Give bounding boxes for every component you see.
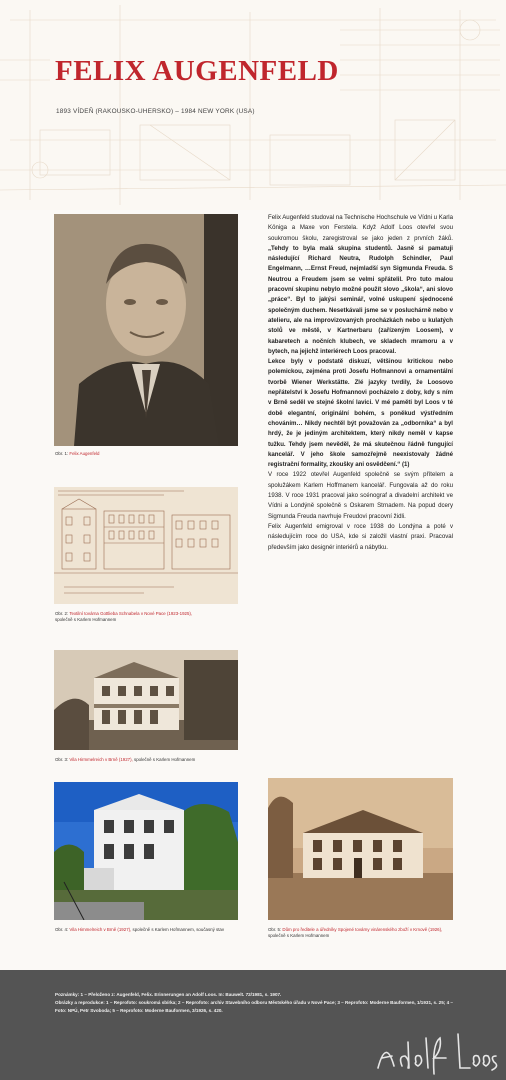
figure-5-caption: Obr. 5: Dům pro ředitele a úředníky Spojené továrny vinárenského zboží v Krnově (1926), společně s Karlem Hofmannem <box>268 927 443 938</box>
footer-notes-text: Poznámky: 1 – Přeloženo z: Augenfeld, Felix. Erinnerungen an Adolf Loos. In: Bauwelt. 72/1981, s. 1907. <box>55 992 282 997</box>
krnov-house-photo <box>268 778 453 920</box>
portrait-photo <box>54 214 238 446</box>
footer-sources-text: Obrázky a reprodukce: 1 – Reprofoto: soukromá sbírka; 2 – Reprofoto: archiv Stavebního odboru Městského úřadu v Nové Pace; 3 – Reprofoto: Moderne Bauformen, 1/1931, s. 25; 4 – Foto: NPÚ, Petr Svoboda; 5 – Reprofoto: Moderne Bauformen, 3/1926, s. 420. <box>55 1000 453 1013</box>
biography-paragraph-2: Lekce byly v podstatě diskuzí, většinou kritickou nebo polemickou, zejména proti Josefu Hofmannovi a ornamentální tvorbě Wiener Werkstätte. Zlé jazyky tvrdily, že Loosovo nepřátelství k Josefu Hofmannovi pocházelo z doby, kdy s ním v Brně seděl ve stejné školní lavici. V mé paměti byl Loos v té době elegantní, originální bohém, s poněkud výstředním chováním… Nikdy nechtěl být považován za „odborníka“ a byl hrdý, že je jediným architektem, který nikdy neměl v kapse tužku. Tehdy jsem nevěděl, že má skutečnou řádně fungující kancelář. V jeho škole samozřejmě neexistovaly žádné registrační formality, zkoušky ani osvědčení.“ (1) <box>268 358 453 469</box>
villa-historical-photo <box>54 650 238 750</box>
page-subtitle: 1893 VÍDEŇ (RAKOUSKO-UHERSKO) – 1984 NEW YORK (USA) <box>56 108 255 115</box>
biography-paragraph-4: Felix Augenfeld emigroval v roce 1938 do Londýna a poté v následujícím roce do USA, kde si založil vlastní praxi. Pracoval především jako designér interiérů a nábytku. <box>268 522 453 551</box>
biography-paragraph-3: V roce 1922 otevřel Augenfeld společně se svým přítelem a spolužákem Karlem Hoffmanem kancelář. Fungovala až do roku 1938. V roce 1931 pracoval jako scénograf a divadelní architekt ve Vídni a Londýně společně s Oskarem Strnadem. Na popud dcery Sigmunda Freuda navrhuje Freudovi pracovní židli. <box>268 471 453 520</box>
figure-3-caption: Obr. 3: Vila Hirmmelreich v Brně (1927), společně s Karlem Hofmannem <box>55 757 196 762</box>
biography-paragraph-1: Felix Augenfeld studoval na Technische Hochschule ve Vídni u Karla Königa a Maxe von Ferstela. Když Adolf Loos otevřel svou soukromou školu, zaregistroval se jako jeden z prvních žáků. „Tehdy to byla malá skupina studentů. Jasně si pamatuji následující Richard Neutra, Rudolph Schindler, Paul Engelmann, …Ernst Freud, nejmladší syn Sigmunda Freuda. S Neutrou a Freudem jsem se velmi spřátelil. Pro tuto malou pracovní skupinu nebylo možné použít slovo „škola“, ani slovo „práce“. Byl to jakýsi seminář, volné uskupení sjednocené společným duchem. Nesetkávali jsme se v posluchárně nebo v atelieru, ale na improvizovaných procházkách nebo u kulatých stolů ve městě, v Kartnerbaru (zařízeným Loosem), v kabaretech a nočních klubech, ve skladech mramoru a v bytech, na jejichž interiérech Loos pracoval. <box>268 214 453 355</box>
blueprint-background <box>0 0 506 210</box>
factory-drawing <box>54 487 238 604</box>
figure-2-caption: Obr. 2: Textilní továrna Gottlieba Schnabela v Nové Pace (1923-1925), společně s Karlem Hofmannem <box>55 611 193 622</box>
figure-4-caption: Obr. 4: Vila Himmelreich v Brně (1927), společně s Karlem Hofmannem, současný stav <box>55 927 225 932</box>
page-title: FELIX AUGENFELD <box>55 55 339 87</box>
figure-1-caption: Obr. 1: Felix Augenfeld <box>55 451 100 456</box>
villa-current-photo <box>54 782 238 920</box>
biography-text <box>268 213 453 553</box>
adolf-loos-signature <box>372 1024 502 1078</box>
